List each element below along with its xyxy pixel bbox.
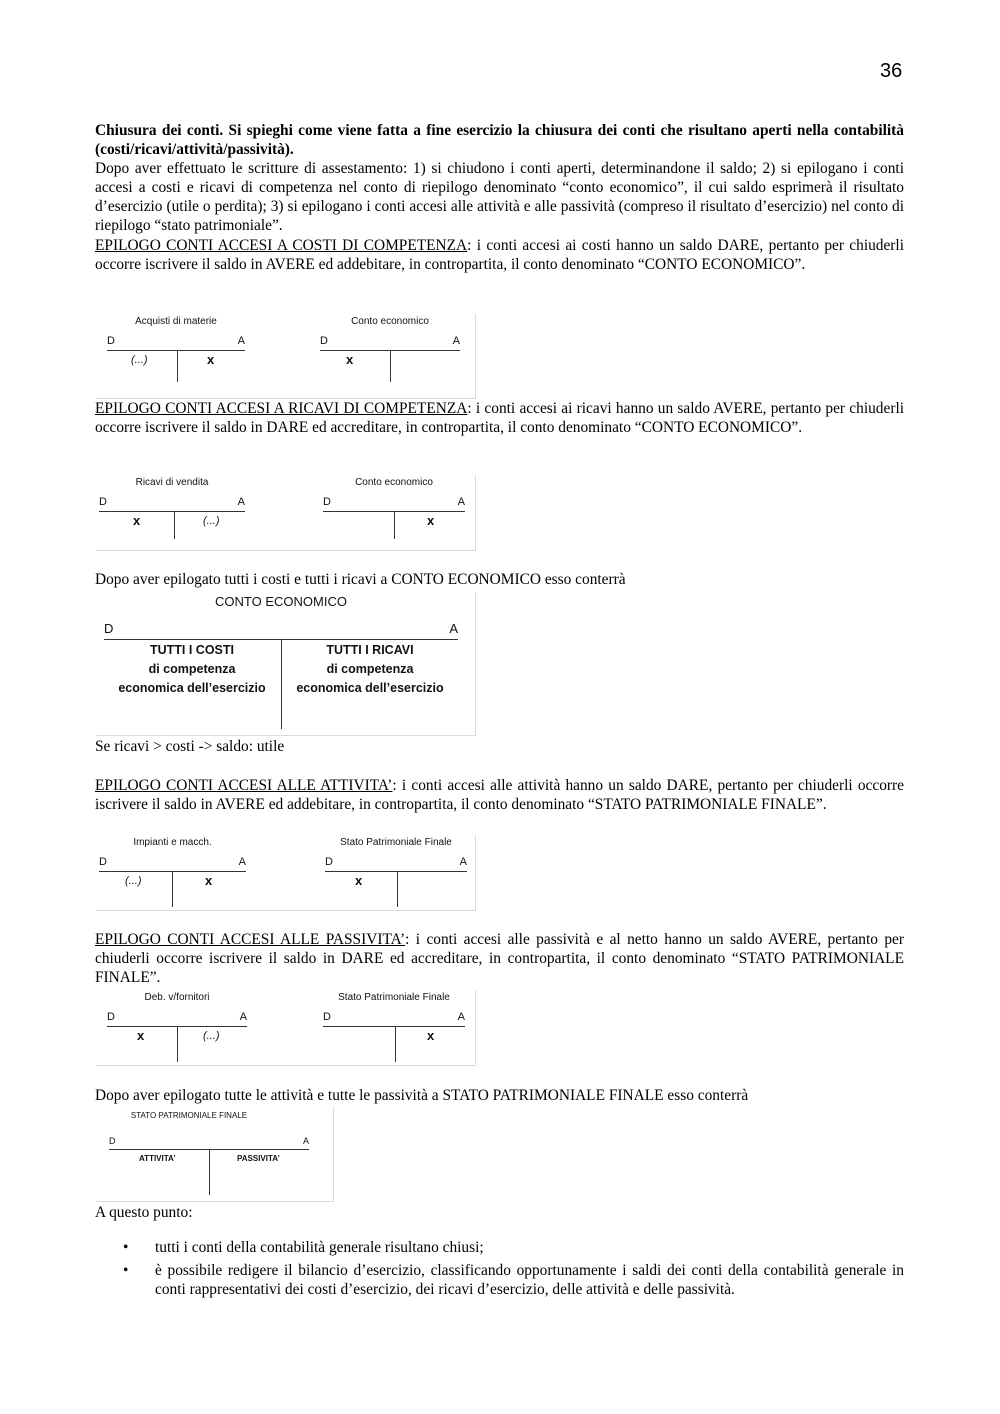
dare-label: D [107, 335, 115, 347]
avere-label: A [457, 1011, 465, 1023]
costi-line-3: economica dell’esercizio [118, 681, 266, 695]
attivita-cell: ATTIVITA’ [139, 1154, 176, 1163]
dare-value: x [355, 873, 363, 888]
text-attivita: : i conti accesi alle attività hanno un saldo DARE, pertanto per chiuderli occorre iscrivere il saldo in AVERE ed addebitare, in contropartita, il conto denominato “STATO PATRIMONIALE FINALE”. [95, 777, 904, 813]
paragraph-ce-result: Se ricavi > costi -> saldo: utile [95, 738, 285, 755]
t-account-vline [174, 511, 175, 539]
account-title: CONTO ECONOMICO [215, 594, 347, 609]
bullet-item [95, 1238, 904, 1257]
t-account-vline [172, 871, 173, 907]
avere-label: A [452, 335, 460, 347]
paragraph-attivita [95, 776, 904, 814]
heading-costi: EPILOGO CONTI ACCESI A COSTI DI COMPETENZA [95, 237, 468, 254]
t-account-hline [99, 511, 245, 512]
t-account-vline [397, 871, 398, 907]
text-ricavi: : i conti accesi ai ricavi hanno un saldo AVERE, pertanto per chiuderli occorre iscrivere il saldo in DARE ed accreditare, in contropartita, il conto denominato “CONTO ECONOMICO”. [95, 400, 904, 436]
intro-paragraph: Dopo aver effettuato le scritture di assestamento: 1) si chiudono i conti aperti, determinandone il saldo; 2) si epilogano i conti accesi a costi e ricavi di competenza nel conto di riepilogo denominato “conto economico”, il cui saldo esprimerà il risultato d’esercizio (utile o perdita); 3) si epilogano i conti accesi alle attività e alle passività (compreso il risultato d’esercizio) nel conto di riepilogo “stato patrimoniale”. [95, 160, 904, 234]
dare-value: x [137, 1028, 145, 1043]
t-account-sp-finale [323, 992, 465, 1062]
paragraph-ricavi [95, 399, 904, 437]
t-account-vline [390, 350, 391, 382]
paragraph-sp-intro: Dopo aver epilogato tutte le attività e tutte le passività a STATO PATRIMONIALE FINALE esso conterrà [95, 1087, 749, 1104]
figure-conto-economico-summary [95, 591, 475, 735]
bullet-item [95, 1261, 904, 1299]
ricavi-line-3: economica dell’esercizio [296, 681, 444, 695]
bullet-icon: • [123, 1262, 129, 1279]
bullet-list [95, 1238, 904, 1303]
t-account-debiti [107, 992, 247, 1062]
paragraph-ce-intro: Dopo aver epilogato tutti i costi e tutti i ricavi a CONTO ECONOMICO esso conterrà [95, 571, 626, 588]
avere-value: x [207, 352, 215, 367]
paragraph-passivita [95, 930, 904, 987]
ricavi-cell [284, 641, 456, 698]
account-title: Deb. v/fornitori [144, 992, 210, 1003]
figure-epilogo-ricavi [95, 474, 475, 550]
costi-cell [106, 641, 278, 698]
bullet-text: tutti i conti della contabilità generale risultano chiusi; [155, 1239, 484, 1256]
avere-value: x [427, 1028, 435, 1043]
account-title: Acquisti di materie [135, 316, 217, 327]
avere-value: x [205, 873, 213, 888]
account-title: Stato Patrimoniale Finale [338, 992, 450, 1003]
paragraph-costi [95, 236, 904, 274]
dare-label: D [104, 621, 114, 636]
avere-label: A [238, 856, 246, 868]
heading-attivita: EPILOGO CONTI ACCESI ALLE ATTIVITA’ [95, 777, 393, 794]
avere-label: A [302, 1136, 309, 1146]
bullet-text: è possibile redigere il bilancio d’esercizio, classificando opportunamente i saldi dei conti della contabilità generale in conti rappresentativi dei costi d’esercizio, dei ricavi d’esercizio, delle attività e delle passività. [155, 1262, 904, 1298]
avere-value: x [427, 513, 435, 528]
avere-value: (...) [203, 515, 220, 527]
account-title: Conto economico [351, 316, 429, 327]
t-account-vline [177, 350, 178, 382]
account-title: Stato Patrimoniale Finale [340, 837, 452, 848]
dare-label: D [99, 496, 107, 508]
costi-line-1: TUTTI I COSTI [149, 643, 235, 657]
t-account-conto-economico-summary [104, 594, 458, 729]
avere-label: A [449, 621, 458, 636]
dare-label: D [323, 1011, 331, 1023]
t-account-hline [325, 871, 467, 872]
dare-label: D [320, 335, 328, 347]
account-title: Impianti e macch. [133, 837, 212, 848]
dare-value: x [346, 352, 354, 367]
avere-label: A [237, 496, 245, 508]
t-account-vline [394, 511, 395, 539]
t-account-vline [177, 1026, 178, 1062]
t-account-vline [281, 639, 282, 729]
section-heading: Chiusura dei conti. Si spieghi come viene fatta a fine esercizio la chiusura dei conti che risultano aperti nella contabilità (costi/ricavi/attività/passività). [95, 122, 904, 158]
ricavi-line-2: di competenza [326, 662, 414, 676]
page-number: 36 [880, 60, 903, 82]
text-passivita: : i conti accesi alle passività e al netto hanno un saldo AVERE, pertanto per chiuderli occorre iscrivere il saldo in DARE ed accreditare, in contropartita, il conto denominato “STATO PATRIMONIALE FINALE”. [95, 931, 904, 986]
dare-label: D [99, 856, 107, 868]
avere-label: A [459, 856, 467, 868]
heading-ricavi: EPILOGO CONTI ACCESI A RICAVI DI COMPETENZA [95, 400, 468, 417]
t-account-sp-summary [109, 1111, 309, 1195]
account-title: Conto economico [355, 477, 433, 488]
figure-epilogo-passivita [95, 989, 475, 1065]
t-account-conto-economico [320, 316, 460, 382]
dare-label: D [323, 496, 331, 508]
account-title: STATO PATRIMONIALE FINALE [130, 1111, 248, 1120]
t-account-vline [395, 1026, 396, 1062]
dare-value: (...) [131, 354, 148, 366]
paragraph-closing: A questo punto: [95, 1204, 193, 1221]
costi-line-2: di competenza [148, 662, 236, 676]
avere-label: A [237, 335, 245, 347]
figure-epilogo-costi [95, 313, 475, 398]
t-account-vline [209, 1149, 210, 1195]
text-costi: : i conti accesi ai costi hanno un saldo DARE, pertanto per chiuderli occorre iscrivere il saldo in AVERE ed addebitare, in contropartita, il conto denominato “CONTO ECONOMICO”. [95, 237, 904, 273]
t-account-conto-economico [323, 477, 465, 539]
avere-value: (...) [203, 1030, 220, 1042]
t-account-acquisti [107, 316, 245, 382]
t-account-hline [323, 1026, 465, 1027]
dare-value: (...) [125, 875, 142, 887]
heading-passivita: EPILOGO CONTI ACCESI ALLE PASSIVITA’ [95, 931, 406, 948]
bullet-icon: • [123, 1239, 129, 1256]
dare-label: D [107, 1011, 115, 1023]
dare-label: D [109, 1136, 116, 1146]
dare-label: D [325, 856, 333, 868]
avere-label: A [457, 496, 465, 508]
figure-epilogo-attivita [95, 834, 475, 910]
account-title: Ricavi di vendita [135, 477, 209, 488]
t-account-ricavi [99, 477, 245, 539]
figure-sp-finale-summary [95, 1106, 333, 1201]
avere-label: A [239, 1011, 247, 1023]
t-account-hline [107, 350, 245, 351]
t-account-sp-finale [325, 837, 467, 907]
ricavi-line-1: TUTTI I RICAVI [326, 643, 414, 657]
t-account-impianti [99, 837, 246, 907]
dare-value: x [133, 513, 141, 528]
passivita-cell: PASSIVITA’ [237, 1154, 280, 1163]
